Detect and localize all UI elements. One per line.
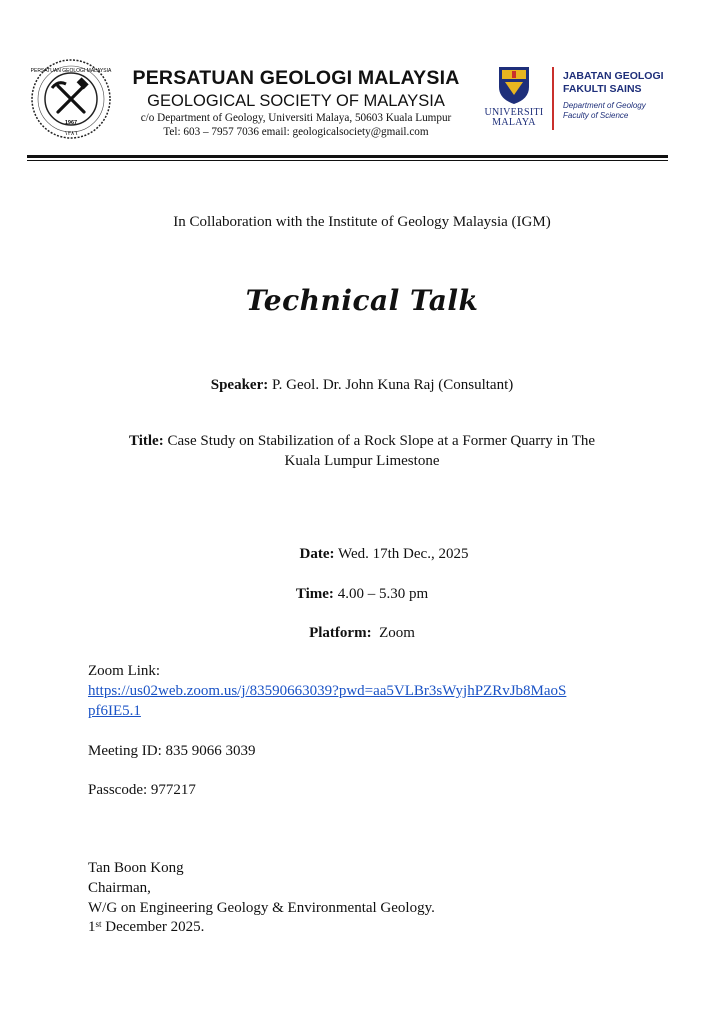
org-contact: Tel: 603 – 7957 7036 email: geologicalsociety@gmail.com [163,126,429,138]
faculty-name-english: Faculty of Science [563,111,629,120]
date-label: Date: [299,546,335,562]
faculty-name-malay: FAKULTI SAINS [563,83,642,95]
zoom-link-url-continued[interactable]: pf6IE5.1 [88,703,141,719]
signatory-group: W/G on Engineering Geology & Environmental Geology. [88,900,435,916]
header-rule-thin [27,160,668,161]
date-value: Wed. 17th Dec., 2025 [338,546,469,562]
talk-title-label: Title: [128,433,164,449]
talk-title-text-1: Case Study on Stabilization of a Rock Slope at a Former Quarry in The [167,433,596,449]
org-name-malay: PERSATUAN GEOLOGI MALAYSIA [132,67,460,89]
meeting-id: Meeting ID: 835 9066 3039 [88,743,256,759]
platform-line [0,625,724,642]
gsm-seal-logo [30,58,112,140]
signature-date-suffix: st [95,919,102,929]
seal-jawi-year: ١٣٨٦ [64,130,78,137]
org-address: c/o Department of Geology, Universiti Malaya, 50603 Kuala Lumpur [140,112,452,124]
time-label: Time: [295,586,334,602]
header-divider [552,67,554,130]
dept-name-english: Department of Geology [563,101,646,110]
speaker-line [0,377,724,394]
um-crest-logo [497,65,531,105]
time-line [0,586,724,603]
speaker-value: P. Geol. Dr. John Kuna Raj (Consultant) [272,377,514,393]
zoom-link-label: Zoom Link: [88,663,161,679]
header-rule-thick [27,155,668,158]
talk-title-line2: Kuala Lumpur Limestone [284,453,440,469]
seal-year: 1967 [64,120,78,126]
platform-value: Zoom [379,625,415,641]
talk-title-line1 [0,433,724,450]
event-title: Technical Talk [245,284,479,317]
platform-label: Platform: [309,625,372,641]
date-line [0,546,724,563]
signature-date-day: 1 [88,919,96,935]
seal-ring-text: PERSATUAN GEOLOGI MALAYSIA [30,68,112,74]
dept-name-malay: JABATAN GEOLOGI [563,70,664,82]
time-value: 4.00 – 5.30 pm [337,586,429,602]
signatory-role: Chairman, [88,880,151,896]
signature-date [88,919,204,936]
um-name-line2: MALAYA [492,117,536,128]
passcode: Passcode: 977217 [88,782,196,798]
speaker-label: Speaker: [210,377,269,393]
signature-date-rest: December 2025. [101,919,205,935]
um-name-line1: UNIVERSITI [484,107,544,118]
org-name-english: GEOLOGICAL SOCIETY OF MALAYSIA [147,92,445,110]
collaboration-note: In Collaboration with the Institute of Geology Malaysia (IGM) [173,214,551,230]
signatory-name: Tan Boon Kong [88,860,184,876]
um-name [482,108,546,128]
zoom-link-url[interactable]: https://us02web.zoom.us/j/83590663039?pwd=aa5VLBr3sWyjhPZRvJb8MaoS [88,683,567,699]
